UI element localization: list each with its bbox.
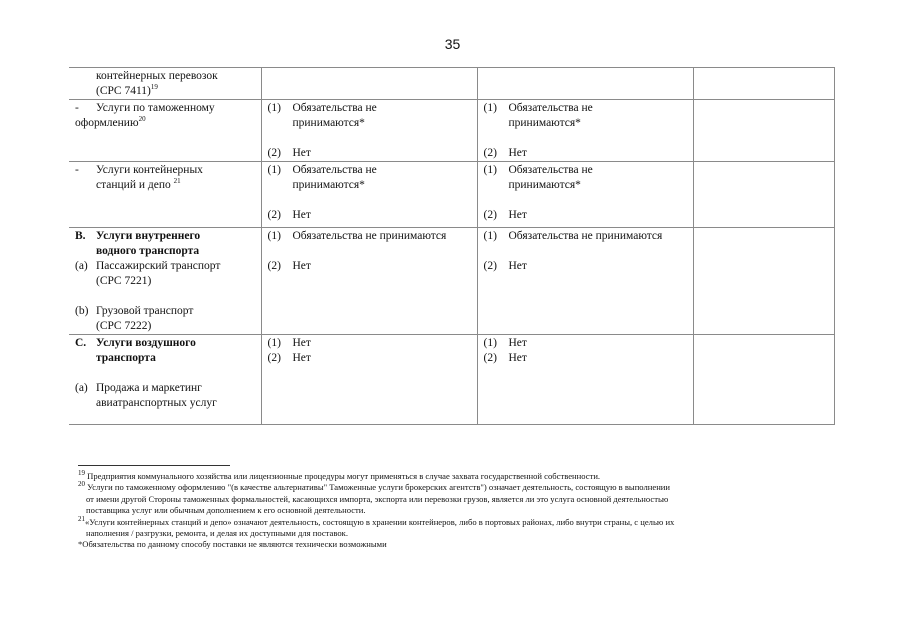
- market-access-cell: [261, 335, 477, 425]
- mode-number: (2): [483, 352, 497, 364]
- footnote-21-cont: наполнения / разгрузки, ремонта, и делая их доступными для поставок.: [86, 528, 348, 539]
- sector-cell: [69, 162, 261, 228]
- sector-cell: [69, 100, 261, 162]
- additional-commitments-cell: [693, 100, 834, 162]
- sector-line: (CPC 7221): [96, 275, 152, 287]
- section-heading: Услуги воздушного: [96, 337, 196, 349]
- national-treatment-cell: [477, 100, 693, 162]
- page-number: 35: [444, 36, 461, 52]
- table-row: [69, 228, 834, 335]
- additional-commitments-cell: [693, 162, 834, 228]
- section-heading: Услуги внутреннего: [96, 230, 201, 242]
- market-access-cell: [261, 100, 477, 162]
- dash-marker: -: [75, 102, 79, 114]
- table-row: [69, 68, 834, 100]
- mode-number: (1): [483, 337, 497, 349]
- market-access-cell: [261, 68, 477, 100]
- section-letter: C.: [75, 337, 87, 349]
- commitment-text: Нет: [508, 352, 527, 364]
- sector-line: контейнерных перевозок: [96, 70, 218, 82]
- mode-number: (1): [483, 102, 497, 114]
- sector-cell: [69, 228, 261, 335]
- table-row: [69, 100, 834, 162]
- commitment-text: принимаются*: [292, 117, 365, 129]
- commitment-text: Нет: [508, 337, 527, 349]
- sector-line: Услуги по таможенному: [96, 102, 215, 114]
- mode-number: (1): [267, 164, 281, 176]
- sector-line: (CPC 7411)$^{19}$: [96, 83, 158, 97]
- mode-number: (2): [267, 260, 281, 272]
- mode-number: (1): [267, 230, 281, 242]
- mode-number: (1): [483, 230, 497, 242]
- section-letter: B.: [75, 230, 86, 242]
- mode-number: (2): [267, 147, 281, 159]
- item-marker: (b): [75, 305, 89, 317]
- sector-line: оформлению$^{20}$: [75, 115, 146, 129]
- additional-commitments-cell: [693, 228, 834, 335]
- dash-marker: -: [75, 164, 79, 176]
- national-treatment-cell: [477, 68, 693, 100]
- commitment-text: Обязательства не: [292, 102, 377, 114]
- sector-line: Услуги контейнерных: [96, 164, 203, 176]
- commitment-text: Нет: [508, 260, 527, 272]
- footnote-separator: [78, 465, 230, 466]
- sector-line: станций и депо $^{21}$: [96, 177, 181, 191]
- sector-line: (CPC 7222): [96, 320, 152, 332]
- table-row: [69, 162, 834, 228]
- additional-commitments-cell: [693, 68, 834, 100]
- sector-cell: [69, 335, 261, 425]
- footnote-ref: 21: [173, 177, 181, 186]
- commitment-text: Нет: [292, 260, 311, 272]
- mode-number: (2): [267, 209, 281, 221]
- footnote-ref: 19: [150, 83, 158, 92]
- mode-number: (1): [267, 102, 281, 114]
- section-heading: транспорта: [96, 352, 156, 364]
- commitment-text: Нет: [508, 209, 527, 221]
- footnote-20-cont: поставщика услуг или обычным дополнением к его основной деятельности.: [86, 505, 366, 516]
- additional-commitments-cell: [693, 335, 834, 425]
- commitment-text: Нет: [508, 147, 527, 159]
- mode-number: (2): [267, 352, 281, 364]
- national-treatment-cell: [477, 228, 693, 335]
- footnote-20-cont: от имени другой Стороны таможенных формальностей, касающихся импорта, экспорта или перевозки грузов, является ли это услуга основной деятельностью: [86, 493, 669, 504]
- commitment-text: Обязательства не: [508, 102, 593, 114]
- commitment-text: Нет: [292, 209, 311, 221]
- commitment-text: Нет: [292, 337, 311, 349]
- sector-line: авиатранспортных услуг: [96, 397, 217, 409]
- sector-cell: [69, 68, 261, 100]
- footnote-21: $^{21}$«Услуги контейнерных станций и депо» означают деятельность, состоящую в хранении контейнеров, либо в портовых районах, либо внутри страны, с целью их: [78, 514, 675, 527]
- item-marker: (a): [75, 382, 88, 394]
- commitment-text: принимаются*: [292, 179, 365, 191]
- footnotes: [78, 471, 838, 551]
- commitment-text: Нет: [292, 147, 311, 159]
- commitment-text: Обязательства не: [508, 164, 593, 176]
- mode-number: (1): [483, 164, 497, 176]
- table-row: [69, 335, 834, 425]
- market-access-cell: [261, 228, 477, 335]
- sector-line: Продажа и маркетинг: [96, 382, 202, 394]
- mode-number: (2): [483, 209, 497, 221]
- footnote-20: $^{20}$ Услуги по таможенному оформлению "(в качестве альтернативы" Таможенные услуги брокерских агентств") означает деятельность, состоящую в выполнении: [78, 480, 670, 493]
- national-treatment-cell: [477, 335, 693, 425]
- commitment-text: Нет: [292, 352, 311, 364]
- commitment-text: принимаются*: [508, 117, 581, 129]
- commitment-text: принимаются*: [508, 179, 581, 191]
- commitment-text: Обязательства не принимаются: [508, 230, 663, 242]
- footnote-star: *Обязательства по данному способу поставки не являются технически возможными: [78, 539, 387, 550]
- commitment-text: Обязательства не принимаются: [292, 230, 447, 242]
- item-marker: (a): [75, 260, 88, 272]
- commitment-text: Обязательства не: [292, 164, 377, 176]
- mode-number: (1): [267, 337, 281, 349]
- sector-line: Грузовой транспорт: [96, 305, 194, 317]
- market-access-cell: [261, 162, 477, 228]
- footnote-ref: 20: [138, 115, 146, 124]
- commitments-table: [69, 67, 835, 425]
- mode-number: (2): [483, 260, 497, 272]
- sector-line: Пассажирский транспорт: [96, 260, 221, 272]
- footnote-19: $^{19}$ Предприятия коммунального хозяйства или лицензионные процедуры могут применяться в случае захвата государственной собственности.: [78, 469, 601, 481]
- mode-number: (2): [483, 147, 497, 159]
- section-heading: водного транспорта: [96, 245, 200, 257]
- national-treatment-cell: [477, 162, 693, 228]
